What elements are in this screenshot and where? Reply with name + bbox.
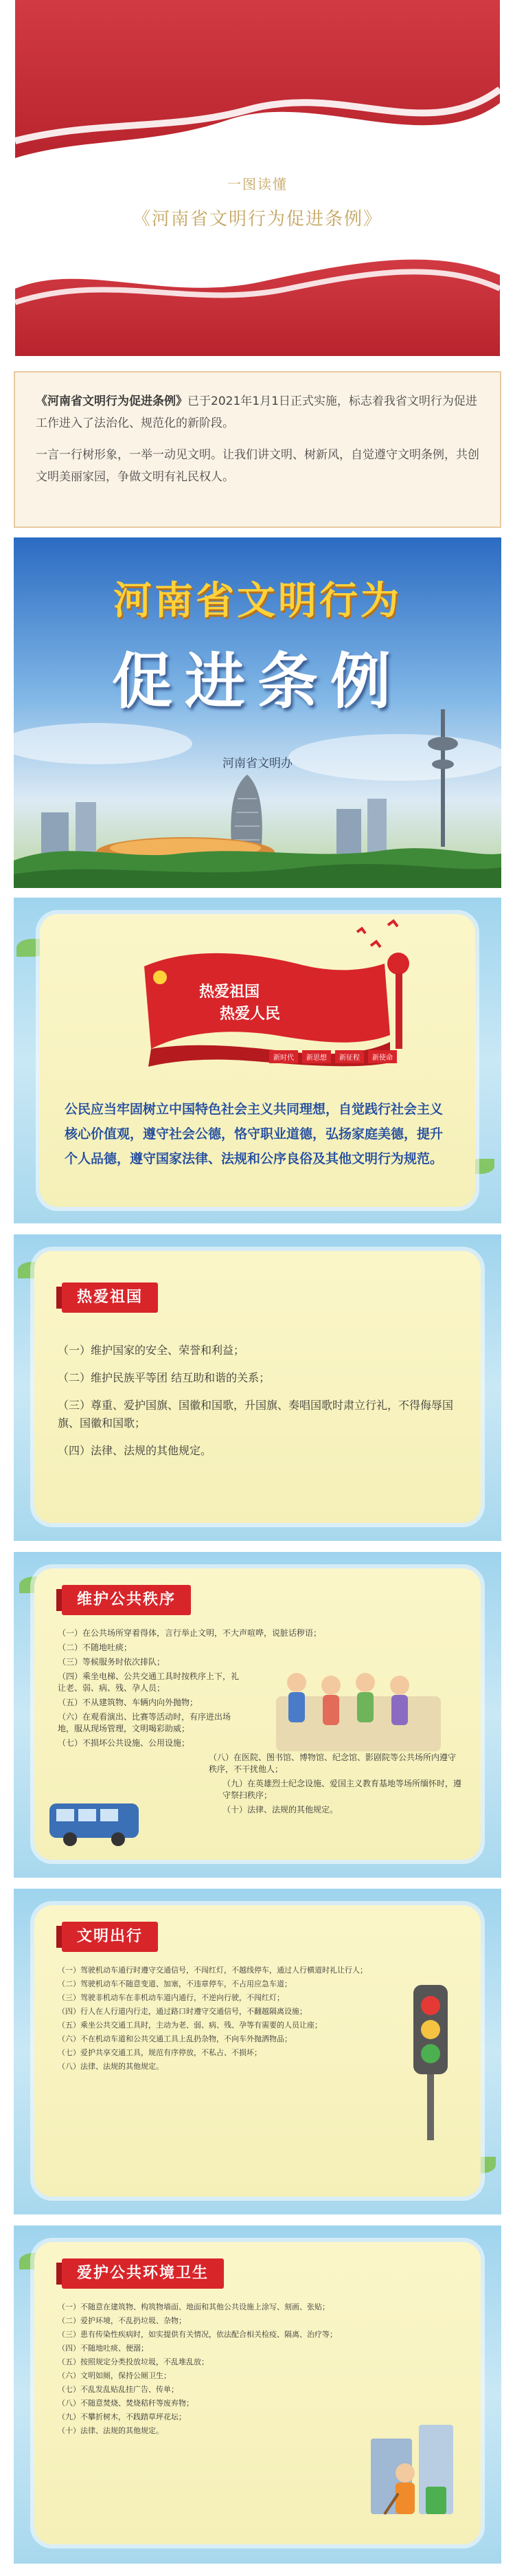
section-travel-tag: 文明出行	[62, 1922, 158, 1952]
list-item: （一）驾驶机动车通行时遵守交通信号，不闯红灯，不越线停车，通过人行横道时礼让行人；	[58, 1966, 367, 1975]
list-item: （二）不随地吐痰；	[58, 1643, 133, 1652]
list-item: （五）按照规定分类投放垃圾，不乱堆乱放；	[58, 2357, 209, 2366]
list-item: （七）爱护共享交通工具，规范有序停放，不私占、不损坏；	[58, 2048, 262, 2057]
list-item: （二）爱护环境，不乱扔垃圾、杂物；	[58, 2316, 186, 2325]
header-book-title: 《河南省文明行为促进条例》	[132, 209, 382, 230]
list-item: （四）法律、法规的其他规定。	[58, 1444, 212, 1457]
flag-badge: 新思想	[302, 1050, 331, 1063]
list-item: （四）不随地吐痰、便溺；	[58, 2344, 148, 2353]
section-country-list	[58, 1342, 463, 1469]
list-item: （三）患有传染性疾病时，如实提供有关情况，依法配合相关检疫、隔离、治疗等；	[58, 2330, 337, 2339]
cover-title-line-1: 河南省文明行为	[113, 578, 402, 623]
list-item: （六）在观看演出、比赛等活动时，有序进出场地，服从现场管理，文明喝彩助威；	[58, 1712, 231, 1733]
intro-law-name: 《河南省文明行为促进条例》	[36, 395, 187, 408]
section-travel-panel	[14, 1889, 501, 2214]
section-hygiene-tag: 爱护公共环境卫生	[62, 2258, 224, 2289]
cover-title-line-2: 促进条例	[111, 645, 403, 717]
queue-people-illustration	[269, 1655, 448, 1765]
flag-badge: 新征程	[335, 1050, 364, 1063]
list-item: （十）法律、法规的其他规定。	[58, 2426, 163, 2435]
list-item: （八）不随意焚烧、焚烧秸秆等废弃物；	[58, 2399, 194, 2408]
flag-text-2: 热爱人民	[220, 1006, 281, 1023]
list-item: （十）法律、法规的其他规定。	[222, 1805, 339, 1814]
cover-poster	[14, 537, 501, 888]
section-love-panel	[14, 898, 501, 1223]
section-hygiene-panel	[14, 2225, 501, 2564]
flag-badge-row	[269, 1050, 397, 1063]
list-item: （一）在公共场所穿着得体，言行举止文明，不大声喧哗，说脏话秽语；	[58, 1628, 322, 1638]
section-travel-list	[58, 1964, 380, 2074]
traffic-light-icon	[393, 1978, 468, 2143]
intro-paragraph-2: 一言一行树形象，一举一动见文明。让我们讲文明、树新风，自觉遵守文明条例，共创文明美丽家园，争做文明有礼民权人。	[36, 448, 479, 484]
list-item: （三）等候服务时依次排队；	[58, 1657, 165, 1667]
list-item: （五）乘坐公共交通工具时，主动为老、弱、病、残、孕等有需要的人员让座；	[58, 2021, 322, 2030]
header-kicker: 一图读懂	[227, 176, 288, 192]
section-order-tag: 维护公共秩序	[62, 1585, 191, 1615]
list-item: （六）不在机动车道和公共交通工具上乱扔杂物，不向车外抛洒物品；	[58, 2034, 292, 2043]
list-item: （四）乘坐电梯、公共交通工具时按秩序上下，礼让老、弱、病、残、孕人员；	[58, 1672, 240, 1693]
list-item: （五）不从建筑物、车辆内向外抛物；	[58, 1698, 198, 1707]
list-item: （七）不乱发乱贴乱挂广告、传单；	[58, 2385, 179, 2394]
list-item: （二）维护民族平等团 结互助和谐的关系；	[58, 1371, 271, 1384]
list-item: （三）尊重、爱护国旗、国徽和国歌，升国旗、奏唱国歌时肃立行礼，不得侮辱国旗、国徽和国歌；	[58, 1399, 454, 1430]
list-item: （三）驾驶非机动车在非机动车道内通行，不逆向行驶，不闯红灯；	[58, 1993, 284, 2002]
intro-paragraph-1	[36, 390, 479, 434]
intro-box	[14, 371, 501, 528]
list-item: （八）在医院、图书馆、博物馆、纪念馆、影剧院等公共场所内遵守秩序，不干扰他人；	[209, 1753, 457, 1774]
list-item: （二）驾驶机动车不随意变道、加塞，不违章停车，不占用应急车道；	[58, 1979, 292, 1988]
section-country-tag: 热爱祖国	[62, 1283, 158, 1313]
section-country-panel	[14, 1234, 501, 1541]
intro-paragraph-1-text: 已于2021年1月1日正式实施，标志着我省文明行为促进工作进入了法治化、规范化的新阶段。	[36, 395, 477, 430]
section-order-panel	[14, 1552, 501, 1878]
flag-badge: 新使命	[368, 1050, 397, 1063]
bus-illustration	[45, 1797, 155, 1852]
list-item: （八）法律、法规的其他规定。	[58, 2062, 163, 2071]
cover-issuer: 河南省文明办	[222, 757, 293, 770]
list-item: （九）不攀折树木，不践踏草坪花坛；	[58, 2412, 186, 2421]
list-item: （一）维护国家的安全、荣誉和利益；	[58, 1344, 245, 1357]
flag-text-1: 热爱祖国	[199, 984, 260, 1001]
list-item: （四）行人在人行道内行走，通过路口时遵守交通信号，不翻越隔离设施；	[58, 2007, 307, 2016]
list-item: （九）在英雄烈士纪念设施、爱国主义教育基地等场所缅怀时，遵守祭扫秩序；	[222, 1779, 462, 1800]
flag-badge: 新时代	[269, 1050, 298, 1063]
list-item: （七）不损坏公共设施、公用设施；	[58, 1738, 190, 1748]
cleaning-worker-illustration	[357, 2411, 467, 2528]
header-banner	[0, 0, 515, 356]
list-item: （一）不随意在建筑物、构筑物墙面、地面和其他公共设施上涂写、刻画、张贴；	[58, 2302, 330, 2311]
section-love-mission: 公民应当牢固树立中国特色社会主义共同理想，自觉践行社会主义核心价值观，遵守社会公德，恪守职业道德，弘扬家庭美德，提升个人品德，遵守国家法律、法规和公序良俗及其他文明行为规范。	[65, 1102, 444, 1166]
list-item: （六）文明如厕，保持公厕卫生；	[58, 2371, 171, 2380]
